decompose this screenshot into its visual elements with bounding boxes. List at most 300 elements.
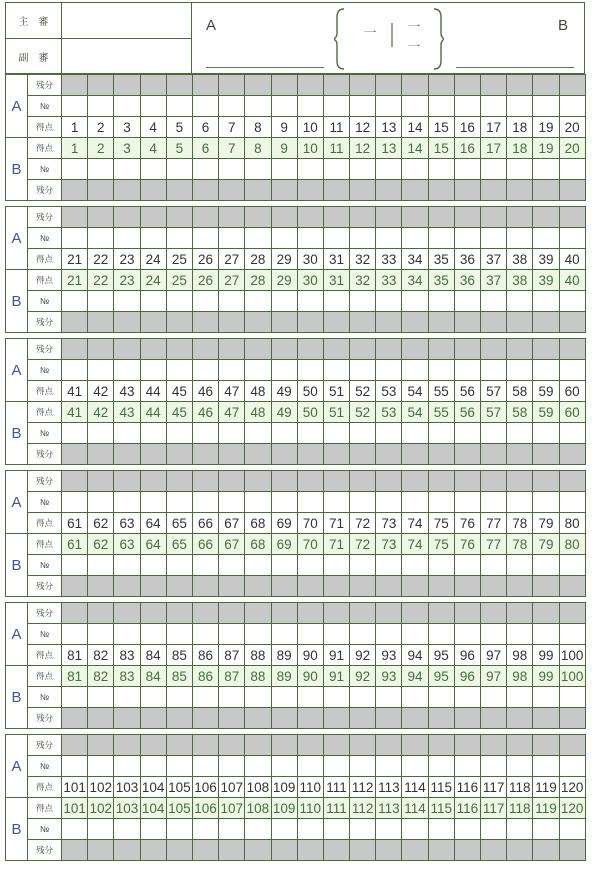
player-number-cell[interactable] bbox=[88, 756, 114, 777]
point-number-cell[interactable]: 91 bbox=[323, 645, 349, 666]
remaining-cell[interactable] bbox=[376, 75, 402, 96]
point-number-cell[interactable]: 21 bbox=[62, 270, 88, 291]
player-number-cell[interactable] bbox=[402, 819, 428, 840]
player-number-cell[interactable] bbox=[219, 687, 245, 708]
remaining-cell[interactable] bbox=[140, 735, 166, 756]
player-number-cell[interactable] bbox=[376, 756, 402, 777]
remaining-cell[interactable] bbox=[140, 339, 166, 360]
player-number-cell[interactable] bbox=[481, 159, 507, 180]
point-number-cell[interactable]: 73 bbox=[376, 534, 402, 555]
player-number-cell[interactable] bbox=[559, 492, 585, 513]
remaining-cell[interactable] bbox=[114, 735, 140, 756]
remaining-cell[interactable] bbox=[271, 207, 297, 228]
remaining-cell[interactable] bbox=[245, 444, 271, 465]
remaining-cell[interactable] bbox=[402, 312, 428, 333]
player-number-cell[interactable] bbox=[350, 159, 376, 180]
player-number-cell[interactable] bbox=[88, 360, 114, 381]
remaining-cell[interactable] bbox=[559, 603, 585, 624]
point-number-cell[interactable]: 117 bbox=[481, 798, 507, 819]
remaining-cell[interactable] bbox=[192, 840, 218, 861]
player-number-cell[interactable] bbox=[271, 687, 297, 708]
remaining-cell[interactable] bbox=[454, 603, 480, 624]
remaining-cell[interactable] bbox=[402, 444, 428, 465]
point-number-cell[interactable]: 95 bbox=[428, 645, 454, 666]
point-number-cell[interactable]: 70 bbox=[297, 534, 323, 555]
point-number-cell[interactable]: 101 bbox=[62, 798, 88, 819]
remaining-cell[interactable] bbox=[454, 180, 480, 201]
point-number-cell[interactable]: 59 bbox=[533, 381, 559, 402]
point-number-cell[interactable]: 28 bbox=[245, 249, 271, 270]
remaining-cell[interactable] bbox=[219, 576, 245, 597]
player-number-cell[interactable] bbox=[323, 291, 349, 312]
remaining-cell[interactable] bbox=[166, 444, 192, 465]
point-number-cell[interactable]: 73 bbox=[376, 513, 402, 534]
player-number-cell[interactable] bbox=[454, 291, 480, 312]
player-number-cell[interactable] bbox=[166, 624, 192, 645]
player-number-cell[interactable] bbox=[219, 291, 245, 312]
point-number-cell[interactable]: 1 bbox=[62, 138, 88, 159]
remaining-cell[interactable] bbox=[245, 840, 271, 861]
remaining-cell[interactable] bbox=[376, 708, 402, 729]
remaining-cell[interactable] bbox=[140, 207, 166, 228]
player-number-cell[interactable] bbox=[428, 360, 454, 381]
player-number-cell[interactable] bbox=[323, 624, 349, 645]
remaining-cell[interactable] bbox=[376, 180, 402, 201]
player-number-cell[interactable] bbox=[62, 756, 88, 777]
remaining-cell[interactable] bbox=[88, 708, 114, 729]
point-number-cell[interactable]: 94 bbox=[402, 666, 428, 687]
remaining-cell[interactable] bbox=[62, 444, 88, 465]
player-number-cell[interactable] bbox=[454, 624, 480, 645]
point-number-cell[interactable]: 88 bbox=[245, 645, 271, 666]
remaining-cell[interactable] bbox=[114, 708, 140, 729]
player-number-cell[interactable] bbox=[219, 624, 245, 645]
player-number-cell[interactable] bbox=[114, 291, 140, 312]
remaining-cell[interactable] bbox=[140, 840, 166, 861]
remaining-cell[interactable] bbox=[88, 312, 114, 333]
player-number-cell[interactable] bbox=[114, 96, 140, 117]
remaining-cell[interactable] bbox=[481, 603, 507, 624]
player-number-cell[interactable] bbox=[428, 423, 454, 444]
player-number-cell[interactable] bbox=[428, 96, 454, 117]
remaining-cell[interactable] bbox=[271, 735, 297, 756]
player-number-cell[interactable] bbox=[559, 819, 585, 840]
player-number-cell[interactable] bbox=[192, 159, 218, 180]
point-number-cell[interactable]: 28 bbox=[245, 270, 271, 291]
player-number-cell[interactable] bbox=[166, 228, 192, 249]
remaining-cell[interactable] bbox=[402, 75, 428, 96]
point-number-cell[interactable]: 34 bbox=[402, 249, 428, 270]
point-number-cell[interactable]: 40 bbox=[559, 249, 585, 270]
point-number-cell[interactable]: 108 bbox=[245, 777, 271, 798]
player-number-cell[interactable] bbox=[140, 555, 166, 576]
player-number-cell[interactable] bbox=[140, 492, 166, 513]
point-number-cell[interactable]: 62 bbox=[88, 513, 114, 534]
remaining-cell[interactable] bbox=[350, 576, 376, 597]
remaining-cell[interactable] bbox=[559, 207, 585, 228]
point-number-cell[interactable]: 14 bbox=[402, 138, 428, 159]
player-number-cell[interactable] bbox=[481, 687, 507, 708]
player-number-cell[interactable] bbox=[297, 687, 323, 708]
remaining-cell[interactable] bbox=[507, 576, 533, 597]
remaining-cell[interactable] bbox=[350, 312, 376, 333]
point-number-cell[interactable]: 55 bbox=[428, 402, 454, 423]
point-number-cell[interactable]: 24 bbox=[140, 270, 166, 291]
remaining-cell[interactable] bbox=[376, 312, 402, 333]
remaining-cell[interactable] bbox=[533, 180, 559, 201]
point-number-cell[interactable]: 96 bbox=[454, 666, 480, 687]
point-number-cell[interactable]: 85 bbox=[166, 645, 192, 666]
remaining-cell[interactable] bbox=[271, 576, 297, 597]
remaining-cell[interactable] bbox=[323, 75, 349, 96]
point-number-cell[interactable]: 43 bbox=[114, 402, 140, 423]
remaining-cell[interactable] bbox=[271, 471, 297, 492]
point-number-cell[interactable]: 97 bbox=[481, 666, 507, 687]
point-number-cell[interactable]: 29 bbox=[271, 249, 297, 270]
point-number-cell[interactable]: 51 bbox=[323, 381, 349, 402]
player-number-cell[interactable] bbox=[88, 159, 114, 180]
player-number-cell[interactable] bbox=[402, 360, 428, 381]
player-number-cell[interactable] bbox=[533, 819, 559, 840]
point-number-cell[interactable]: 117 bbox=[481, 777, 507, 798]
point-number-cell[interactable]: 115 bbox=[428, 798, 454, 819]
remaining-cell[interactable] bbox=[245, 603, 271, 624]
player-number-cell[interactable] bbox=[481, 492, 507, 513]
player-number-cell[interactable] bbox=[245, 159, 271, 180]
point-number-cell[interactable]: 82 bbox=[88, 645, 114, 666]
player-number-cell[interactable] bbox=[192, 360, 218, 381]
player-number-cell[interactable] bbox=[402, 492, 428, 513]
point-number-cell[interactable]: 119 bbox=[533, 777, 559, 798]
player-number-cell[interactable] bbox=[323, 159, 349, 180]
player-number-cell[interactable] bbox=[481, 96, 507, 117]
remaining-cell[interactable] bbox=[297, 75, 323, 96]
remaining-cell[interactable] bbox=[140, 576, 166, 597]
remaining-cell[interactable] bbox=[297, 471, 323, 492]
player-number-cell[interactable] bbox=[376, 96, 402, 117]
player-number-cell[interactable] bbox=[219, 492, 245, 513]
point-number-cell[interactable]: 8 bbox=[245, 138, 271, 159]
remaining-cell[interactable] bbox=[533, 339, 559, 360]
player-number-cell[interactable] bbox=[507, 819, 533, 840]
player-number-cell[interactable] bbox=[533, 423, 559, 444]
player-number-cell[interactable] bbox=[559, 687, 585, 708]
player-number-cell[interactable] bbox=[481, 756, 507, 777]
player-number-cell[interactable] bbox=[428, 228, 454, 249]
player-number-cell[interactable] bbox=[533, 687, 559, 708]
remaining-cell[interactable] bbox=[297, 312, 323, 333]
point-number-cell[interactable]: 42 bbox=[88, 381, 114, 402]
point-number-cell[interactable]: 65 bbox=[166, 534, 192, 555]
remaining-cell[interactable] bbox=[323, 312, 349, 333]
player-number-cell[interactable] bbox=[271, 756, 297, 777]
remaining-cell[interactable] bbox=[166, 75, 192, 96]
point-number-cell[interactable]: 71 bbox=[323, 534, 349, 555]
remaining-cell[interactable] bbox=[376, 840, 402, 861]
player-number-cell[interactable] bbox=[454, 96, 480, 117]
point-number-cell[interactable]: 13 bbox=[376, 138, 402, 159]
remaining-cell[interactable] bbox=[219, 840, 245, 861]
remaining-cell[interactable] bbox=[350, 603, 376, 624]
point-number-cell[interactable]: 78 bbox=[507, 513, 533, 534]
player-number-cell[interactable] bbox=[559, 159, 585, 180]
remaining-cell[interactable] bbox=[114, 75, 140, 96]
remaining-cell[interactable] bbox=[350, 444, 376, 465]
player-number-cell[interactable] bbox=[350, 96, 376, 117]
player-number-cell[interactable] bbox=[114, 360, 140, 381]
player-number-cell[interactable] bbox=[481, 228, 507, 249]
point-number-cell[interactable]: 60 bbox=[559, 402, 585, 423]
remaining-cell[interactable] bbox=[376, 471, 402, 492]
point-number-cell[interactable]: 94 bbox=[402, 645, 428, 666]
point-number-cell[interactable]: 22 bbox=[88, 249, 114, 270]
remaining-cell[interactable] bbox=[166, 576, 192, 597]
player-number-cell[interactable] bbox=[88, 96, 114, 117]
point-number-cell[interactable]: 19 bbox=[533, 138, 559, 159]
point-number-cell[interactable]: 57 bbox=[481, 402, 507, 423]
remaining-cell[interactable] bbox=[454, 339, 480, 360]
point-number-cell[interactable]: 16 bbox=[454, 138, 480, 159]
remaining-cell[interactable] bbox=[192, 312, 218, 333]
player-number-cell[interactable] bbox=[271, 291, 297, 312]
point-number-cell[interactable]: 48 bbox=[245, 381, 271, 402]
player-number-cell[interactable] bbox=[533, 492, 559, 513]
player-number-cell[interactable] bbox=[507, 687, 533, 708]
player-number-cell[interactable] bbox=[350, 555, 376, 576]
player-number-cell[interactable] bbox=[166, 159, 192, 180]
remaining-cell[interactable] bbox=[481, 471, 507, 492]
player-number-cell[interactable] bbox=[62, 360, 88, 381]
point-number-cell[interactable]: 12 bbox=[350, 138, 376, 159]
player-number-cell[interactable] bbox=[192, 819, 218, 840]
remaining-cell[interactable] bbox=[481, 207, 507, 228]
remaining-cell[interactable] bbox=[245, 312, 271, 333]
point-number-cell[interactable]: 40 bbox=[559, 270, 585, 291]
point-number-cell[interactable]: 56 bbox=[454, 402, 480, 423]
assistant-referee-field[interactable] bbox=[62, 39, 192, 73]
player-number-cell[interactable] bbox=[323, 492, 349, 513]
point-number-cell[interactable]: 50 bbox=[297, 381, 323, 402]
player-number-cell[interactable] bbox=[140, 360, 166, 381]
point-number-cell[interactable]: 6 bbox=[192, 138, 218, 159]
remaining-cell[interactable] bbox=[507, 708, 533, 729]
point-number-cell[interactable]: 21 bbox=[62, 249, 88, 270]
point-number-cell[interactable]: 31 bbox=[323, 249, 349, 270]
player-number-cell[interactable] bbox=[166, 819, 192, 840]
point-number-cell[interactable]: 67 bbox=[219, 513, 245, 534]
remaining-cell[interactable] bbox=[62, 840, 88, 861]
player-number-cell[interactable] bbox=[559, 756, 585, 777]
remaining-cell[interactable] bbox=[533, 603, 559, 624]
remaining-cell[interactable] bbox=[88, 603, 114, 624]
point-number-cell[interactable]: 60 bbox=[559, 381, 585, 402]
point-number-cell[interactable]: 19 bbox=[533, 117, 559, 138]
remaining-cell[interactable] bbox=[140, 603, 166, 624]
player-number-cell[interactable] bbox=[376, 819, 402, 840]
player-number-cell[interactable] bbox=[219, 228, 245, 249]
player-number-cell[interactable] bbox=[140, 228, 166, 249]
player-number-cell[interactable] bbox=[245, 96, 271, 117]
remaining-cell[interactable] bbox=[350, 75, 376, 96]
point-number-cell[interactable]: 4 bbox=[140, 117, 166, 138]
remaining-cell[interactable] bbox=[245, 735, 271, 756]
player-number-cell[interactable] bbox=[88, 291, 114, 312]
remaining-cell[interactable] bbox=[428, 207, 454, 228]
player-number-cell[interactable] bbox=[323, 360, 349, 381]
player-number-cell[interactable] bbox=[297, 555, 323, 576]
player-number-cell[interactable] bbox=[114, 624, 140, 645]
point-number-cell[interactable]: 39 bbox=[533, 249, 559, 270]
point-number-cell[interactable]: 2 bbox=[88, 117, 114, 138]
player-number-cell[interactable] bbox=[481, 555, 507, 576]
player-number-cell[interactable] bbox=[88, 423, 114, 444]
player-number-cell[interactable] bbox=[428, 555, 454, 576]
remaining-cell[interactable] bbox=[507, 339, 533, 360]
player-number-cell[interactable] bbox=[219, 819, 245, 840]
remaining-cell[interactable] bbox=[166, 180, 192, 201]
point-number-cell[interactable]: 106 bbox=[192, 777, 218, 798]
remaining-cell[interactable] bbox=[402, 576, 428, 597]
player-number-cell[interactable] bbox=[533, 756, 559, 777]
point-number-cell[interactable]: 29 bbox=[271, 270, 297, 291]
player-number-cell[interactable] bbox=[192, 423, 218, 444]
player-number-cell[interactable] bbox=[114, 687, 140, 708]
point-number-cell[interactable]: 46 bbox=[192, 381, 218, 402]
player-number-cell[interactable] bbox=[376, 159, 402, 180]
point-number-cell[interactable]: 27 bbox=[219, 270, 245, 291]
point-number-cell[interactable]: 96 bbox=[454, 645, 480, 666]
remaining-cell[interactable] bbox=[428, 180, 454, 201]
remaining-cell[interactable] bbox=[297, 444, 323, 465]
player-number-cell[interactable] bbox=[376, 423, 402, 444]
point-number-cell[interactable]: 77 bbox=[481, 534, 507, 555]
point-number-cell[interactable]: 107 bbox=[219, 777, 245, 798]
remaining-cell[interactable] bbox=[114, 444, 140, 465]
player-number-cell[interactable] bbox=[323, 756, 349, 777]
point-number-cell[interactable]: 89 bbox=[271, 645, 297, 666]
point-number-cell[interactable]: 50 bbox=[297, 402, 323, 423]
point-number-cell[interactable]: 34 bbox=[402, 270, 428, 291]
remaining-cell[interactable] bbox=[507, 444, 533, 465]
point-number-cell[interactable]: 18 bbox=[507, 138, 533, 159]
remaining-cell[interactable] bbox=[533, 75, 559, 96]
remaining-cell[interactable] bbox=[219, 603, 245, 624]
point-number-cell[interactable]: 52 bbox=[350, 402, 376, 423]
remaining-cell[interactable] bbox=[297, 180, 323, 201]
remaining-cell[interactable] bbox=[559, 708, 585, 729]
remaining-cell[interactable] bbox=[192, 75, 218, 96]
player-number-cell[interactable] bbox=[166, 291, 192, 312]
remaining-cell[interactable] bbox=[350, 339, 376, 360]
player-number-cell[interactable] bbox=[140, 819, 166, 840]
point-number-cell[interactable]: 104 bbox=[140, 798, 166, 819]
remaining-cell[interactable] bbox=[481, 444, 507, 465]
player-number-cell[interactable] bbox=[454, 423, 480, 444]
remaining-cell[interactable] bbox=[219, 312, 245, 333]
remaining-cell[interactable] bbox=[323, 735, 349, 756]
point-number-cell[interactable]: 53 bbox=[376, 402, 402, 423]
point-number-cell[interactable]: 49 bbox=[271, 381, 297, 402]
player-number-cell[interactable] bbox=[533, 228, 559, 249]
player-number-cell[interactable] bbox=[62, 159, 88, 180]
point-number-cell[interactable]: 105 bbox=[166, 777, 192, 798]
point-number-cell[interactable]: 1 bbox=[62, 117, 88, 138]
player-number-cell[interactable] bbox=[507, 423, 533, 444]
player-number-cell[interactable] bbox=[402, 96, 428, 117]
point-number-cell[interactable]: 100 bbox=[559, 666, 585, 687]
player-number-cell[interactable] bbox=[271, 624, 297, 645]
player-number-cell[interactable] bbox=[62, 624, 88, 645]
point-number-cell[interactable]: 61 bbox=[62, 534, 88, 555]
remaining-cell[interactable] bbox=[559, 444, 585, 465]
remaining-cell[interactable] bbox=[114, 603, 140, 624]
player-number-cell[interactable] bbox=[62, 291, 88, 312]
point-number-cell[interactable]: 48 bbox=[245, 402, 271, 423]
point-number-cell[interactable]: 3 bbox=[114, 117, 140, 138]
point-number-cell[interactable]: 54 bbox=[402, 381, 428, 402]
player-number-cell[interactable] bbox=[507, 96, 533, 117]
player-number-cell[interactable] bbox=[559, 360, 585, 381]
point-number-cell[interactable]: 32 bbox=[350, 249, 376, 270]
player-number-cell[interactable] bbox=[166, 555, 192, 576]
point-number-cell[interactable]: 47 bbox=[219, 402, 245, 423]
player-number-cell[interactable] bbox=[88, 555, 114, 576]
remaining-cell[interactable] bbox=[192, 471, 218, 492]
player-number-cell[interactable] bbox=[297, 756, 323, 777]
remaining-cell[interactable] bbox=[454, 444, 480, 465]
player-number-cell[interactable] bbox=[297, 228, 323, 249]
player-number-cell[interactable] bbox=[140, 159, 166, 180]
point-number-cell[interactable]: 30 bbox=[297, 249, 323, 270]
point-number-cell[interactable]: 84 bbox=[140, 645, 166, 666]
remaining-cell[interactable] bbox=[140, 75, 166, 96]
point-number-cell[interactable]: 89 bbox=[271, 666, 297, 687]
remaining-cell[interactable] bbox=[402, 603, 428, 624]
point-number-cell[interactable]: 118 bbox=[507, 798, 533, 819]
remaining-cell[interactable] bbox=[114, 840, 140, 861]
point-number-cell[interactable]: 65 bbox=[166, 513, 192, 534]
point-number-cell[interactable]: 98 bbox=[507, 645, 533, 666]
remaining-cell[interactable] bbox=[533, 708, 559, 729]
player-number-cell[interactable] bbox=[297, 96, 323, 117]
remaining-cell[interactable] bbox=[454, 576, 480, 597]
point-number-cell[interactable]: 69 bbox=[271, 534, 297, 555]
player-number-cell[interactable] bbox=[140, 96, 166, 117]
remaining-cell[interactable] bbox=[402, 708, 428, 729]
remaining-cell[interactable] bbox=[192, 708, 218, 729]
remaining-cell[interactable] bbox=[559, 339, 585, 360]
point-number-cell[interactable]: 76 bbox=[454, 513, 480, 534]
point-number-cell[interactable]: 75 bbox=[428, 513, 454, 534]
remaining-cell[interactable] bbox=[245, 180, 271, 201]
point-number-cell[interactable]: 56 bbox=[454, 381, 480, 402]
player-number-cell[interactable] bbox=[245, 291, 271, 312]
remaining-cell[interactable] bbox=[481, 840, 507, 861]
remaining-cell[interactable] bbox=[454, 735, 480, 756]
remaining-cell[interactable] bbox=[271, 312, 297, 333]
player-number-cell[interactable] bbox=[271, 159, 297, 180]
remaining-cell[interactable] bbox=[245, 576, 271, 597]
player-number-cell[interactable] bbox=[192, 756, 218, 777]
point-number-cell[interactable]: 99 bbox=[533, 645, 559, 666]
player-number-cell[interactable] bbox=[428, 291, 454, 312]
point-number-cell[interactable]: 55 bbox=[428, 381, 454, 402]
point-number-cell[interactable]: 80 bbox=[559, 513, 585, 534]
remaining-cell[interactable] bbox=[271, 339, 297, 360]
point-number-cell[interactable]: 5 bbox=[166, 117, 192, 138]
remaining-cell[interactable] bbox=[192, 444, 218, 465]
remaining-cell[interactable] bbox=[559, 471, 585, 492]
